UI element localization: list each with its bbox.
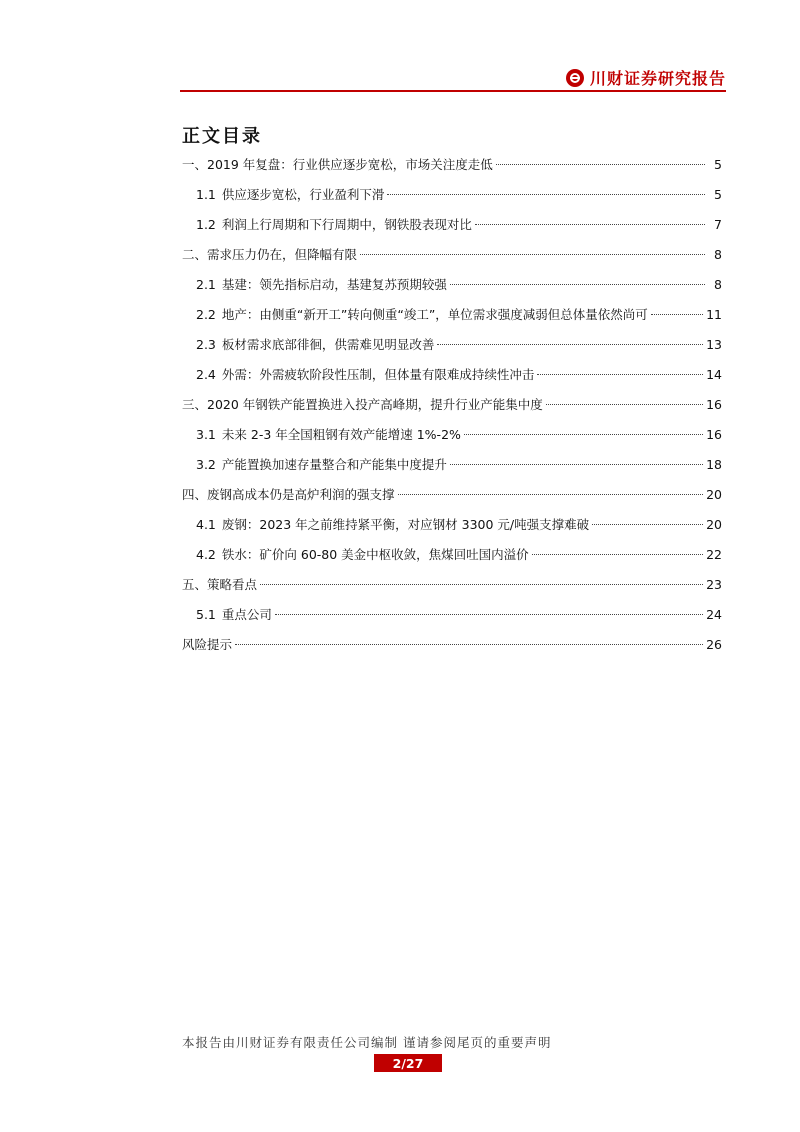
footer-disclaimer: 本报告由川财证券有限责任公司编制 谨请参阅尾页的重要声明	[182, 1035, 552, 1050]
toc-entry-page: 8	[714, 247, 722, 262]
toc-dot-leader	[537, 374, 703, 375]
brand	[566, 66, 726, 89]
toc-entry[interactable]	[182, 245, 722, 275]
page-header	[180, 60, 726, 92]
toc-entry-page: 7	[714, 217, 722, 232]
toc-entry[interactable]	[182, 215, 722, 245]
toc-entry-number: 4.1	[196, 517, 216, 532]
toc-entry-number: 5.1	[196, 607, 216, 622]
toc-dot-leader	[546, 404, 703, 405]
toc-entry-number: 1.1	[196, 187, 216, 202]
toc-entry-page: 20	[706, 487, 722, 502]
toc-entry-label: 外需：外需疲软阶段性压制，但体量有限难成持续性冲击	[221, 367, 535, 382]
toc-entry[interactable]	[182, 425, 722, 455]
toc-entry-label: 铁水：矿价向 60-80 美金中枢收敛，焦煤回吐国内溢价	[221, 547, 529, 562]
toc-entry-label: 废钢：2023 年之前维持紧平衡，对应钢材 3300 元/吨强支撑难破	[221, 517, 590, 532]
toc-dot-leader	[651, 314, 703, 315]
toc-entry-page: 16	[706, 427, 722, 442]
toc-entry-label: 一、2019 年复盘：行业供应逐步宽松，市场关注度走低	[182, 157, 493, 172]
toc-entry-label: 地产：由侧重“新开工”转向侧重“竣工”，单位需求强度减弱但总体量依然尚可	[221, 307, 648, 322]
toc-dot-leader	[592, 524, 703, 525]
toc-dot-leader	[275, 614, 703, 615]
toc-dot-leader	[464, 434, 703, 435]
toc-entry[interactable]	[182, 515, 722, 545]
toc-entry[interactable]	[182, 395, 722, 425]
brand-name: 川财证券研究报告	[589, 69, 726, 88]
toc-entry-number: 2.1	[196, 277, 216, 292]
toc-entry[interactable]	[182, 155, 722, 185]
toc-entry-label: 四、废钢高成本仍是高炉利润的强支撑	[182, 487, 395, 502]
toc-entry[interactable]	[182, 365, 722, 395]
toc-dot-leader	[532, 554, 703, 555]
toc-entry-page: 26	[706, 637, 722, 652]
toc-entry-page: 8	[714, 277, 722, 292]
toc-entry-number: 3.2	[196, 457, 216, 472]
toc-entry-label: 重点公司	[221, 607, 272, 622]
toc-entry-number: 2.4	[196, 367, 216, 382]
toc-entry-page: 24	[706, 607, 722, 622]
toc-entry[interactable]	[182, 605, 722, 635]
toc-entry[interactable]	[182, 455, 722, 485]
toc-entry-label: 利润上行周期和下行周期中，钢铁股表现对比	[221, 217, 472, 232]
toc-entry-label: 基建：领先指标启动，基建复苏预期较强	[221, 277, 447, 292]
toc-dot-leader	[475, 224, 705, 225]
toc-entry[interactable]	[182, 575, 722, 605]
toc-dot-leader	[437, 344, 703, 345]
toc-dot-leader	[398, 494, 704, 495]
toc-entry-page: 5	[714, 157, 722, 172]
toc-dot-leader	[387, 194, 705, 195]
toc-entry-page: 14	[706, 367, 722, 382]
toc-entry-page: 22	[706, 547, 722, 562]
toc-entry-number: 4.2	[196, 547, 216, 562]
toc-entry-label: 三、2020 年钢铁产能置换进入投产高峰期，提升行业产能集中度	[182, 397, 543, 412]
toc-entry-page: 20	[706, 517, 722, 532]
toc-dot-leader	[450, 284, 705, 285]
toc-list	[182, 155, 722, 665]
toc-entry-label: 未来 2-3 年全国粗钢有效产能增速 1%-2%	[221, 427, 461, 442]
toc-dot-leader	[260, 584, 703, 585]
toc-dot-leader	[235, 644, 703, 645]
toc-entry-label: 板材需求底部徘徊，供需难见明显改善	[221, 337, 435, 352]
toc-title: 正文目录	[182, 126, 262, 147]
toc-entry[interactable]	[182, 335, 722, 365]
toc-entry-number: 1.2	[196, 217, 216, 232]
toc-entry-number: 2.2	[196, 307, 216, 322]
toc-entry[interactable]	[182, 275, 722, 305]
toc-entry-page: 23	[706, 577, 722, 592]
toc-entry-label: 供应逐步宽松，行业盈利下滑	[221, 187, 385, 202]
header-divider	[180, 90, 726, 92]
toc-entry[interactable]	[182, 305, 722, 335]
toc-entry-page: 5	[714, 187, 722, 202]
toc-entry-page: 11	[706, 307, 722, 322]
toc-entry-label: 风险提示	[182, 637, 233, 652]
toc-entry-label: 五、策略看点	[182, 577, 258, 592]
toc-entry-number: 3.1	[196, 427, 216, 442]
toc-dot-leader	[450, 464, 703, 465]
toc-entry-page: 18	[706, 457, 722, 472]
page-number-badge: 2/27	[374, 1054, 442, 1072]
toc-dot-leader	[360, 254, 705, 255]
toc-entry-label: 产能置换加速存量整合和产能集中度提升	[221, 457, 447, 472]
brand-logo-icon	[566, 69, 584, 87]
toc-entry[interactable]	[182, 485, 722, 515]
toc-entry[interactable]	[182, 635, 722, 665]
toc-entry-page: 13	[706, 337, 722, 352]
toc-entry-page: 16	[706, 397, 722, 412]
toc-entry-label: 二、需求压力仍在，但降幅有限	[182, 247, 358, 262]
toc-entry[interactable]	[182, 185, 722, 215]
toc-entry-number: 2.3	[196, 337, 216, 352]
toc-dot-leader	[496, 164, 705, 165]
toc-entry[interactable]	[182, 545, 722, 575]
